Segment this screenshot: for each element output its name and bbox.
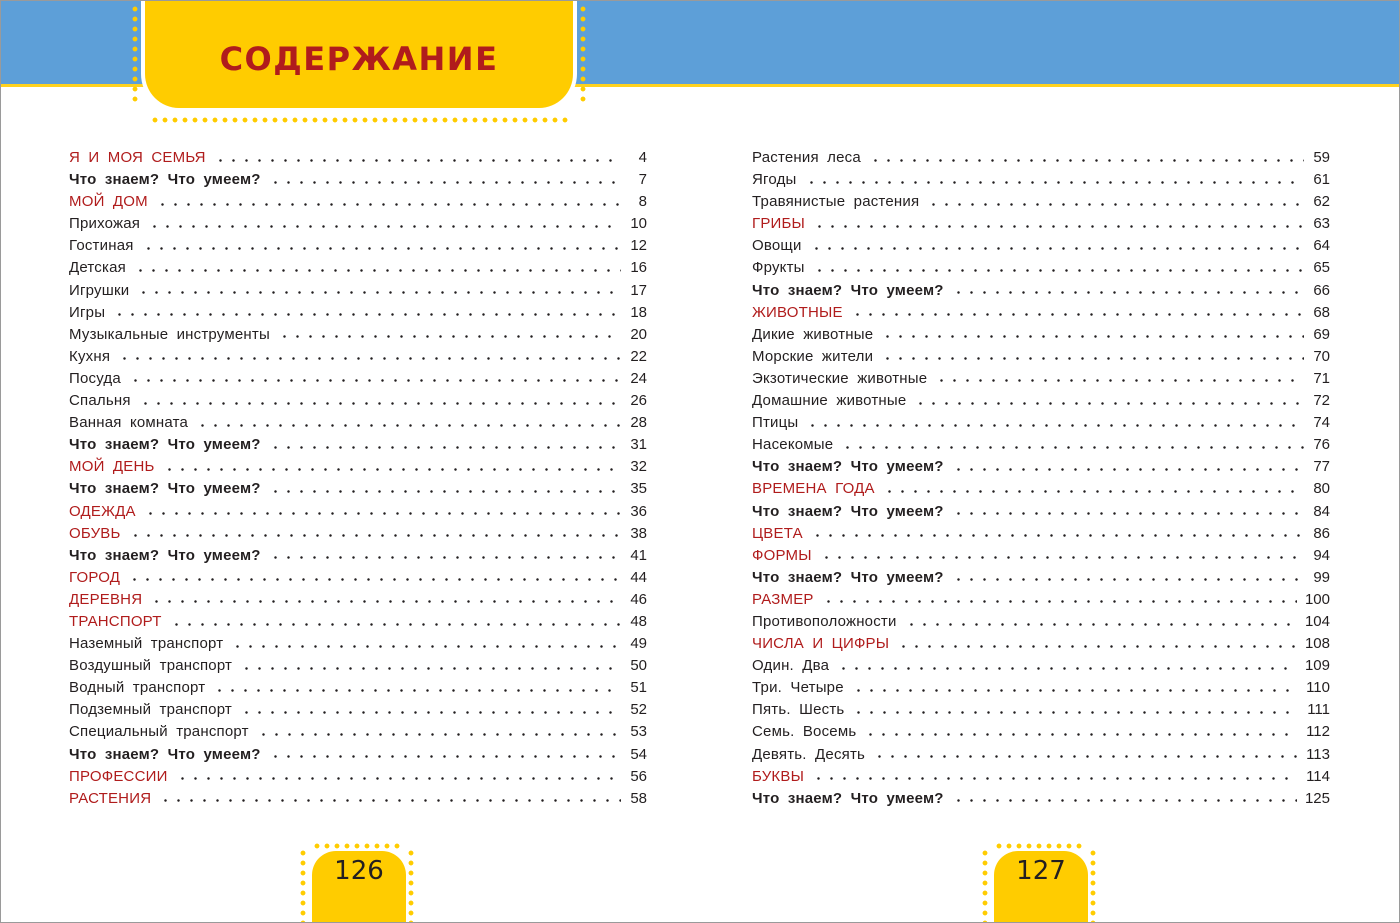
toc-entry-page: 113 (1306, 745, 1330, 763)
toc-entry[interactable] (752, 655, 1330, 677)
toc-entry[interactable] (69, 655, 647, 677)
page-badge-dots-right (994, 843, 1086, 849)
toc-entry[interactable] (69, 257, 647, 279)
dot-leader (864, 733, 1298, 736)
dot-leader (905, 623, 1297, 626)
dot-leader (196, 424, 621, 427)
toc-entry[interactable] (69, 589, 647, 611)
dot-leader (810, 247, 1304, 250)
toc-entry-title: Что знаем? Что умеем? (69, 745, 261, 763)
dot-leader (805, 181, 1304, 184)
toc-entry-title: ЦВЕТА (752, 524, 803, 542)
toc-entry[interactable] (69, 501, 647, 523)
dot-leader (811, 534, 1304, 537)
page-badge-dots-right (1090, 848, 1096, 923)
toc-entry-title: БУКВЫ (752, 767, 805, 785)
toc-entry-title: Растения леса (752, 149, 861, 166)
toc-entry-page: 53 (630, 723, 647, 741)
toc-entry-title: РАСТЕНИЯ (69, 789, 152, 807)
toc-entry-title: Один. Два (752, 657, 830, 675)
toc-entry[interactable] (752, 545, 1330, 567)
toc-entry-page: 7 (638, 171, 647, 189)
toc-entry-page: 74 (1313, 414, 1330, 432)
toc-entry-page: 24 (630, 369, 647, 387)
toc-entry-title: Дикие животные (752, 325, 874, 343)
page-title: СОДЕРЖАНИЕ (219, 40, 499, 78)
dot-leader (952, 291, 1304, 294)
toc-entry-title: Воздушный транспорт (69, 657, 233, 675)
toc-entry-title: Я И МОЯ СЕМЬЯ (69, 149, 206, 166)
dot-leader (150, 600, 621, 603)
toc-entry-title: Три. Четыре (752, 679, 844, 697)
toc-entry-page: 62 (1313, 193, 1330, 211)
toc-entry-page: 112 (1306, 723, 1330, 741)
dot-leader (163, 468, 621, 471)
dot-leader (883, 490, 1304, 493)
toc-entry-title: Что знаем? Что умеем? (69, 436, 261, 454)
toc-entry-page: 59 (1313, 149, 1330, 166)
toc-entry-title: Что знаем? Что умеем? (752, 789, 944, 807)
toc-entry-page: 68 (1313, 303, 1330, 321)
toc-entry[interactable] (752, 478, 1330, 500)
toc-entry[interactable] (752, 324, 1330, 346)
dot-leader (144, 512, 621, 515)
toc-entry-title: ОБУВЬ (69, 524, 121, 542)
toc-left-column (69, 147, 647, 810)
toc-entry-page: 77 (1313, 458, 1330, 476)
toc-entry-title: Домашние животные (752, 392, 907, 410)
toc-entry-page: 111 (1307, 701, 1330, 719)
toc-entry-title: Что знаем? Что умеем? (69, 171, 261, 189)
page-number-right: 127 (1016, 856, 1066, 886)
toc-entry-title: Посуда (69, 369, 121, 387)
dot-leader (269, 556, 621, 559)
toc-entry[interactable] (752, 302, 1330, 324)
dot-leader (139, 402, 621, 405)
toc-entry-title: МОЙ ДЕНЬ (69, 458, 155, 476)
toc-entry[interactable] (752, 589, 1330, 611)
dot-leader (869, 159, 1304, 162)
toc-entry[interactable] (69, 523, 647, 545)
toc-entry[interactable] (752, 633, 1330, 655)
dot-leader (269, 755, 621, 758)
toc-entry[interactable] (69, 677, 647, 699)
dot-leader (269, 446, 621, 449)
toc-entry[interactable] (69, 147, 647, 169)
toc-entry-page: 100 (1304, 590, 1330, 608)
toc-entry-page: 41 (630, 546, 647, 564)
toc-entry[interactable] (69, 302, 647, 324)
toc-entry-page: 10 (630, 215, 647, 233)
toc-entry[interactable] (69, 766, 647, 788)
toc-entry[interactable] (69, 478, 647, 500)
toc-entry-title: Травянистые растения (752, 193, 920, 211)
toc-entry-title: Прихожая (69, 215, 141, 233)
dot-leader (952, 578, 1304, 581)
toc-entry-title: Что знаем? Что умеем? (752, 281, 944, 299)
dot-leader (142, 247, 621, 250)
dot-leader (134, 269, 621, 272)
dot-leader (873, 755, 1298, 758)
toc-entry[interactable] (69, 346, 647, 368)
toc-entry-page: 104 (1304, 612, 1330, 630)
toc-entry-page: 16 (630, 259, 647, 277)
toc-entry-page: 125 (1304, 789, 1330, 807)
toc-entry[interactable] (752, 147, 1330, 169)
toc-entry-page: 12 (630, 237, 647, 255)
toc-entry-page: 71 (1313, 369, 1330, 387)
toc-entry-page: 17 (630, 281, 647, 299)
toc-entry-page: 51 (630, 679, 647, 697)
toc-entry[interactable] (752, 280, 1330, 302)
toc-entry-title: Насекомые (752, 436, 834, 454)
toc-entry-title: Фрукты (752, 259, 805, 277)
toc-entry-title: Кухня (69, 347, 111, 365)
toc-entry-page: 108 (1304, 635, 1330, 653)
toc-entry[interactable] (752, 523, 1330, 545)
toc-entry-title: ФОРМЫ (752, 546, 812, 564)
toc-entry-title: РАЗМЕР (752, 590, 814, 608)
dot-leader (927, 203, 1304, 206)
page-badge-dots-left (408, 848, 414, 923)
dot-leader (129, 379, 621, 382)
dot-leader (841, 446, 1304, 449)
toc-entry-page: 20 (630, 325, 647, 343)
title-tab-dots-left (132, 4, 138, 104)
dot-leader (156, 203, 621, 206)
toc-entry-title: Семь. Восемь (752, 723, 857, 741)
toc-entry[interactable] (752, 456, 1330, 478)
dot-leader (257, 733, 621, 736)
toc-entry-title: Подземный транспорт (69, 701, 233, 719)
toc-entry[interactable] (69, 324, 647, 346)
toc-entry[interactable] (752, 257, 1330, 279)
toc-entry-title: Что знаем? Что умеем? (752, 502, 944, 520)
toc-entry[interactable] (69, 456, 647, 478)
toc-entry-page: 35 (630, 480, 647, 498)
toc-entry[interactable] (752, 677, 1330, 699)
toc-entry[interactable] (69, 368, 647, 390)
toc-entry-title: Игрушки (69, 281, 130, 299)
toc-entry-page: 54 (630, 745, 647, 763)
toc-entry-title: Что знаем? Что умеем? (752, 458, 944, 476)
toc-entry-page: 44 (630, 568, 647, 586)
page-badge-dots-left (312, 843, 404, 849)
toc-entry[interactable] (752, 434, 1330, 456)
toc-entry-title: Детская (69, 259, 126, 277)
dot-leader (881, 335, 1304, 338)
dot-leader (137, 291, 621, 294)
toc-entry-title: Морские жители (752, 347, 874, 365)
toc-entry-title: Противоположности (752, 612, 897, 630)
dot-leader (822, 600, 1297, 603)
toc-entry[interactable] (752, 191, 1330, 213)
toc-entry-page: 4 (638, 149, 647, 166)
toc-entry[interactable] (752, 788, 1330, 810)
toc-entry-page: 110 (1306, 679, 1330, 697)
dot-leader (852, 711, 1299, 714)
dot-leader (813, 269, 1304, 272)
toc-entry-title: ЖИВОТНЫЕ (752, 303, 843, 321)
dot-leader (118, 357, 621, 360)
toc-entry-title: Экзотические животные (752, 369, 928, 387)
toc-entry[interactable] (752, 699, 1330, 721)
toc-entry-page: 114 (1306, 767, 1330, 785)
dot-leader (159, 799, 621, 802)
toc-entry-title: ГОРОД (69, 568, 121, 586)
toc-entry[interactable] (69, 390, 647, 412)
dot-leader (129, 534, 621, 537)
toc-entry-page: 84 (1313, 502, 1330, 520)
dot-leader (952, 512, 1304, 515)
toc-entry-page: 56 (630, 767, 647, 785)
toc-entry-title: ОДЕЖДА (69, 502, 136, 520)
toc-entry-page: 109 (1304, 657, 1330, 675)
toc-entry-page: 50 (630, 657, 647, 675)
toc-entry-page: 69 (1313, 325, 1330, 343)
toc-entry-page: 46 (630, 590, 647, 608)
dot-leader (820, 556, 1304, 559)
dot-leader (852, 689, 1298, 692)
dot-leader (113, 313, 621, 316)
toc-entry-title: Что знаем? Что умеем? (69, 546, 261, 564)
toc-entry-page: 66 (1313, 281, 1330, 299)
dot-leader (813, 225, 1304, 228)
dot-leader (952, 468, 1304, 471)
toc-entry-page: 72 (1313, 392, 1330, 410)
toc-entry-page: 76 (1313, 436, 1330, 454)
dot-leader (806, 424, 1304, 427)
dot-leader (851, 313, 1304, 316)
page-badge-dots-left (300, 848, 306, 923)
dot-leader (881, 357, 1304, 360)
toc-entry[interactable] (752, 368, 1330, 390)
toc-entry-page: 58 (630, 789, 647, 807)
dot-leader (935, 379, 1304, 382)
toc-entry-title: Водный транспорт (69, 679, 206, 697)
toc-entry[interactable] (69, 412, 647, 434)
dot-leader (176, 777, 621, 780)
toc-entry[interactable] (752, 213, 1330, 235)
toc-entry-page: 49 (630, 635, 647, 653)
toc-entry-title: Музыкальные инструменты (69, 325, 270, 343)
toc-entry-page: 32 (630, 458, 647, 476)
toc-entry-page: 36 (630, 502, 647, 520)
toc-entry[interactable] (752, 390, 1330, 412)
title-tab-dots-right (580, 4, 586, 104)
toc-entry-title: Гостиная (69, 237, 134, 255)
dot-leader (213, 689, 621, 692)
toc-entry-title: Игры (69, 303, 106, 321)
toc-entry-page: 65 (1313, 259, 1330, 277)
dot-leader (128, 578, 621, 581)
toc-entry-title: ПРОФЕССИИ (69, 767, 168, 785)
toc-entry[interactable] (752, 766, 1330, 788)
toc-entry[interactable] (69, 235, 647, 257)
dot-leader (214, 159, 621, 162)
toc-entry-title: ВРЕМЕНА ГОДА (752, 480, 875, 498)
toc-entry-title: ЧИСЛА И ЦИФРЫ (752, 635, 890, 653)
toc-entry-title: Овощи (752, 237, 802, 255)
toc-entry-page: 52 (630, 701, 647, 719)
toc-right-column (752, 147, 1330, 810)
toc-entry-page: 63 (1313, 215, 1330, 233)
toc-entry[interactable] (69, 280, 647, 302)
page-badge-dots-right (982, 848, 988, 923)
toc-entry[interactable] (752, 501, 1330, 523)
toc-entry[interactable] (69, 788, 647, 810)
toc-entry-page: 26 (630, 392, 647, 410)
dot-leader (269, 490, 621, 493)
toc-entry-page: 86 (1313, 524, 1330, 542)
toc-entry-title: Птицы (752, 414, 799, 432)
toc-entry[interactable] (69, 699, 647, 721)
toc-entry-title: ТРАНСПОРТ (69, 612, 162, 630)
toc-entry-page: 8 (638, 193, 647, 211)
toc-entry[interactable] (69, 744, 647, 766)
toc-entry-title: МОЙ ДОМ (69, 193, 148, 211)
toc-entry-page: 99 (1313, 568, 1330, 586)
dot-leader (148, 225, 621, 228)
toc-entry[interactable] (752, 412, 1330, 434)
toc-entry-title: Пять. Шесть (752, 701, 845, 719)
dot-leader (914, 402, 1304, 405)
toc-entry-page: 94 (1313, 546, 1330, 564)
toc-entry[interactable] (752, 721, 1330, 743)
dot-leader (240, 667, 621, 670)
toc-entry[interactable] (69, 633, 647, 655)
toc-entry[interactable] (69, 545, 647, 567)
page-number-left: 126 (334, 856, 384, 886)
toc-entry[interactable] (752, 744, 1330, 766)
dot-leader (231, 645, 621, 648)
toc-entry-page: 61 (1313, 171, 1330, 189)
title-tab-dots-bottom (150, 117, 570, 123)
dot-leader (278, 335, 621, 338)
toc-entry[interactable] (69, 434, 647, 456)
dot-leader (269, 181, 621, 184)
dot-leader (812, 777, 1298, 780)
toc-entry[interactable] (752, 169, 1330, 191)
toc-entry[interactable] (752, 567, 1330, 589)
toc-entry-title: Специальный транспорт (69, 723, 249, 741)
toc-entry-title: Ягоды (752, 171, 797, 189)
toc-entry[interactable] (69, 721, 647, 743)
toc-entry[interactable] (752, 235, 1330, 257)
toc-entry-title: ДЕРЕВНЯ (69, 590, 143, 608)
toc-entry-page: 64 (1313, 237, 1330, 255)
toc-entry-page: 22 (630, 347, 647, 365)
toc-entry-title: Что знаем? Что умеем? (752, 568, 944, 586)
toc-entry-title: Что знаем? Что умеем? (69, 480, 261, 498)
dot-leader (837, 667, 1297, 670)
toc-entry[interactable] (69, 191, 647, 213)
toc-entry[interactable] (69, 169, 647, 191)
toc-entry-page: 31 (630, 436, 647, 454)
toc-entry-title: Девять. Десять (752, 745, 866, 763)
toc-entry-page: 18 (630, 303, 647, 321)
toc-entry-page: 48 (630, 612, 647, 630)
toc-entry-title: ГРИБЫ (752, 215, 806, 233)
dot-leader (897, 645, 1297, 648)
toc-entry[interactable] (69, 567, 647, 589)
toc-entry-title: Спальня (69, 392, 131, 410)
toc-entry[interactable] (752, 611, 1330, 633)
toc-entry-page: 80 (1313, 480, 1330, 498)
toc-entry-page: 28 (630, 414, 647, 432)
dot-leader (240, 711, 621, 714)
dot-leader (170, 623, 621, 626)
toc-entry-title: Ванная комната (69, 414, 189, 432)
toc-entry[interactable] (752, 346, 1330, 368)
toc-entry[interactable] (69, 611, 647, 633)
toc-entry-page: 38 (630, 524, 647, 542)
toc-entry[interactable] (69, 213, 647, 235)
dot-leader (952, 799, 1297, 802)
toc-entry-page: 70 (1313, 347, 1330, 365)
toc-entry-title: Наземный транспорт (69, 635, 224, 653)
